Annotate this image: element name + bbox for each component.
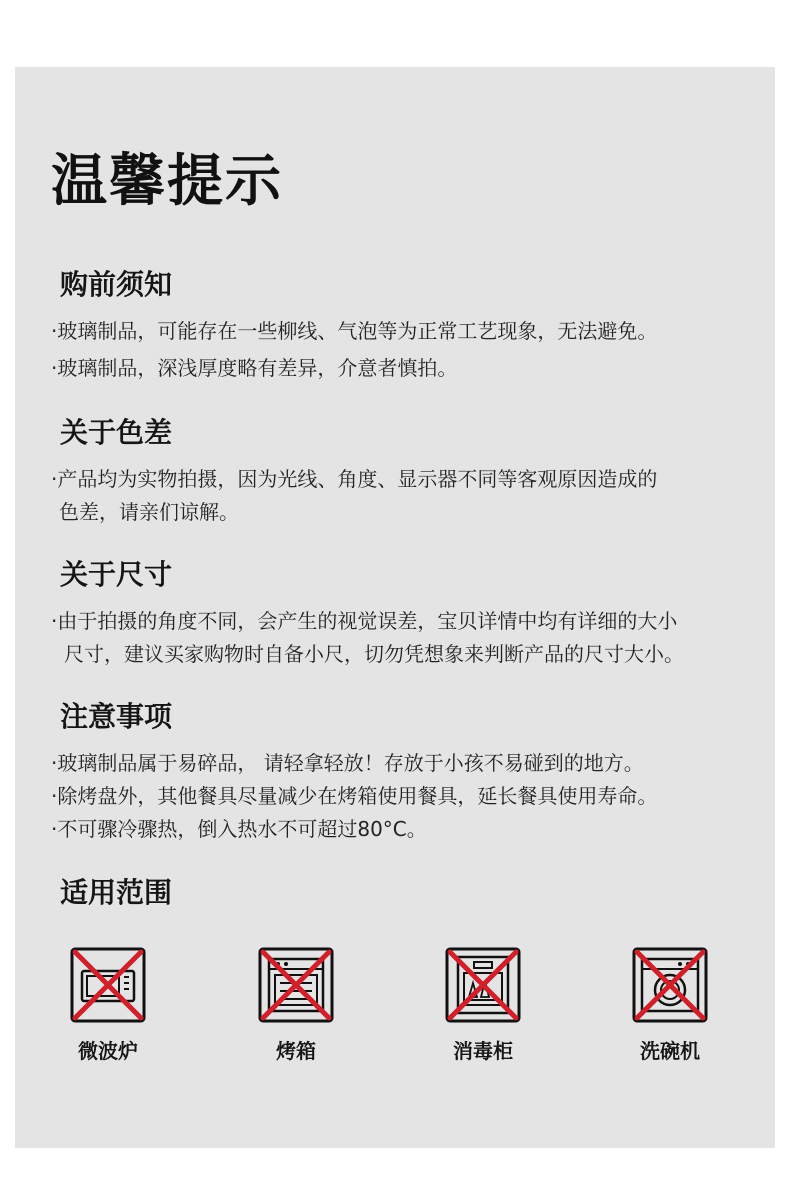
color-difference-line-1: ·产品均为实物拍摄，因为光线、角度、显示器不同等客观原因造成的 xyxy=(51,467,658,491)
precautions-line-2: ·除烤盘外，其他餐具尽量减少在烤箱使用餐具，延长餐具使用寿命。 xyxy=(51,784,658,808)
content-panel xyxy=(15,67,775,1148)
sterilizer-cabinet-icon xyxy=(445,947,521,1023)
section-title-usage-scope: 适用范围 xyxy=(60,876,173,909)
section-title-precautions: 注意事项 xyxy=(60,700,173,733)
oven-label: 烤箱 xyxy=(276,1039,316,1063)
before-purchase-line-1: ·玻璃制品，可能存在一些柳线、气泡等为正常工艺现象，无法避免。 xyxy=(51,319,658,343)
before-purchase-line-2: ·玻璃制品，深浅厚度略有差异，介意者慎拍。 xyxy=(51,356,458,380)
microwave-label: 微波炉 xyxy=(78,1039,138,1063)
section-title-before-purchase: 购前须知 xyxy=(60,268,173,301)
microwave-icon xyxy=(70,947,146,1023)
size-line-2: 尺寸，建议买家购物时自备小尺，切勿凭想象来判断产品的尺寸大小。 xyxy=(64,642,684,666)
precautions-line-3: ·不可骤冷骤热，倒入热水不可超过80°C。 xyxy=(51,817,427,841)
color-difference-line-2: 色差，请亲们谅解。 xyxy=(59,500,239,524)
precautions-line-1: ·玻璃制品属于易碎品， 请轻拿轻放！存放于小孩不易碰到的地方。 xyxy=(51,751,644,775)
section-title-color-difference: 关于色差 xyxy=(60,416,173,449)
section-title-size: 关于尺寸 xyxy=(60,558,173,591)
dishwasher-label: 洗碗机 xyxy=(640,1039,700,1063)
sterilizer-cabinet-label: 消毒柜 xyxy=(453,1039,513,1063)
page-title: 温馨提示 xyxy=(51,149,283,214)
oven-icon xyxy=(258,947,334,1023)
size-line-1: ·由于拍摄的角度不同，会产生的视觉误差，宝贝详情中均有详细的大小 xyxy=(51,609,678,633)
dishwasher-icon xyxy=(632,947,708,1023)
